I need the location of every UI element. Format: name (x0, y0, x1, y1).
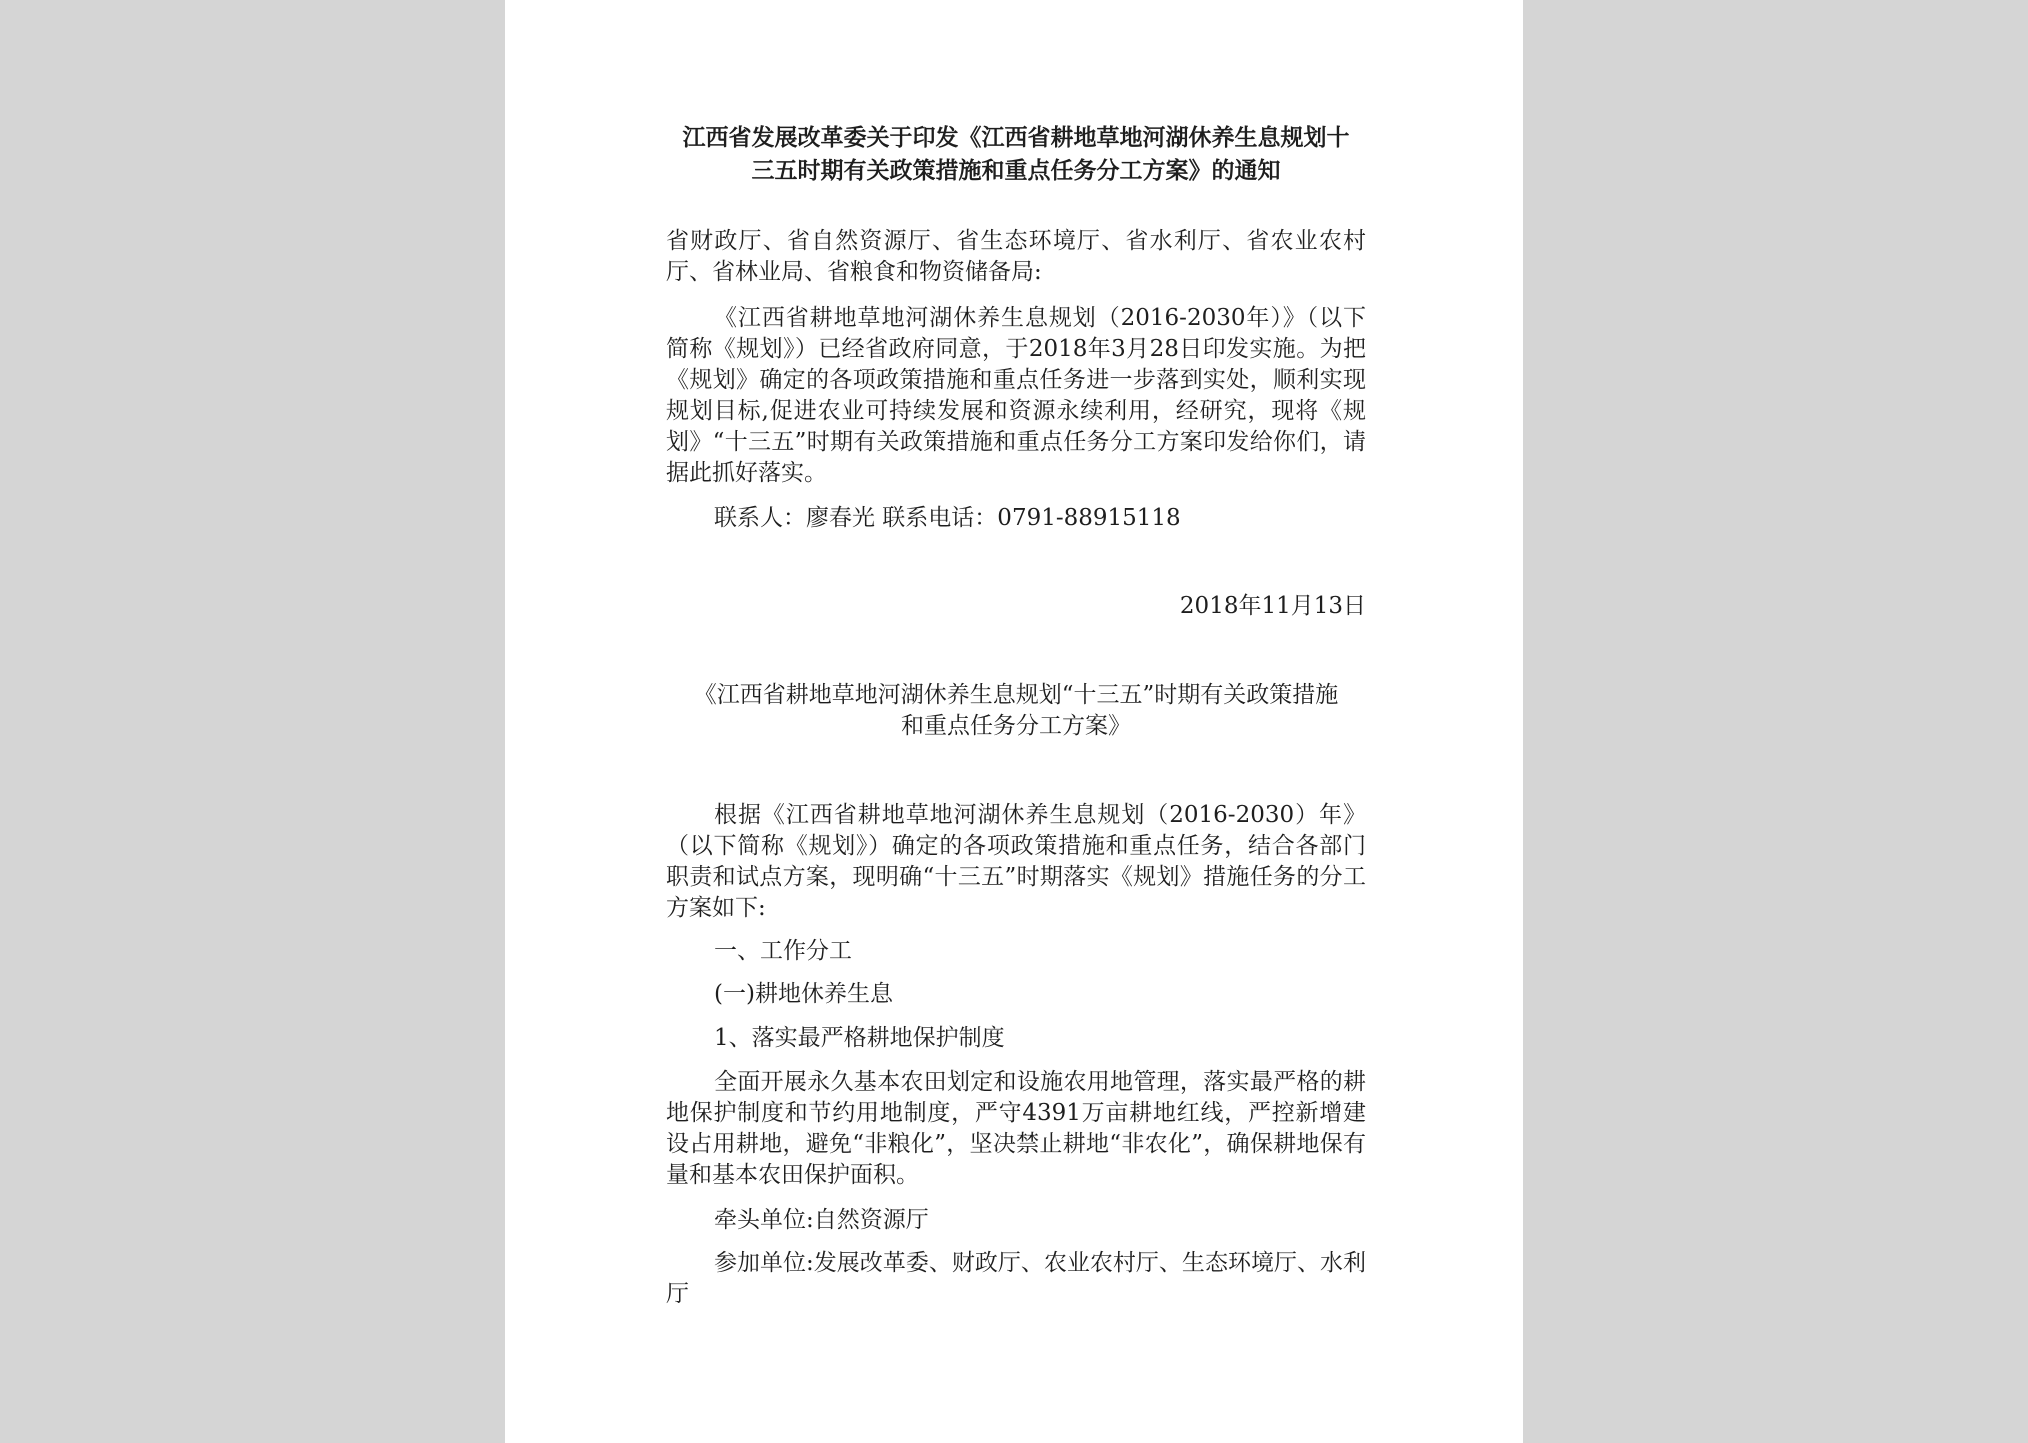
plan-subtitle (666, 680, 1366, 742)
participating-units: 参加单位:发展改革委、财政厅、农业农村厅、生态环境厅、水利厅 (666, 1250, 1366, 1307)
title-line-2: 三五时期有关政策措施和重点任务分工方案》的通知 (751, 157, 1281, 184)
title-line-1: 江西省发展改革委关于印发《江西省耕地草地河湖休养生息规划十 (682, 124, 1350, 151)
recipients: 省财政厅、省自然资源厅、省生态环境厅、省水利厅、省农业农村厅、省林业局、省粮食和物资储备局: (666, 228, 1366, 285)
document-page (505, 0, 1523, 1443)
lead-unit: 牵头单位:自然资源厅 (714, 1207, 929, 1233)
subtitle-line-1: 《江西省耕地草地河湖休养生息规划“十三五”时期有关政策措施 (693, 682, 1339, 708)
paragraph-basis: 根据《江西省耕地草地河湖休养生息规划（2016-2030）年》（以下简称《规划》）确定的各项政策措施和重点任务，结合各部门职责和试点方案，现明确“十三五”时期落实《规划》措施任务的分工方案如下: (666, 802, 1366, 921)
subsection-heading: (一)耕地休养生息 (714, 981, 893, 1007)
paragraph-intro: 《江西省耕地草地河湖休养生息规划（2016-2030年）》（以下简称《规划》）已经省政府同意，于2018年3月28日印发实施。为把《规划》确定的各项政策措施和重点任务进一步落到实处，顺利实现规划目标,促进农业可持续发展和资源永续利用，经研究，现将《规划》“十三五”时期有关政策措施和重点任务分工方案印发给你们，请据此抓好落实。 (666, 305, 1366, 486)
section-heading: 一、工作分工 (714, 938, 852, 964)
contact-line: 联系人：廖春光 联系电话：0791-88915118 (714, 505, 1181, 531)
paragraph-farmland: 全面开展永久基本农田划定和设施农用地管理，落实最严格的耕地保护制度和节约用地制度，严守4391万亩耕地红线，严控新增建设占用耕地，避免“非粮化”，坚决禁止耕地“非农化”，确保耕地保有量和基本农田保护面积。 (666, 1069, 1366, 1188)
subtitle-line-2: 和重点任务分工方案》 (901, 713, 1131, 739)
document-date: 2018年11月13日 (1179, 593, 1366, 619)
document-title (666, 121, 1366, 187)
item-heading: 1、落实最严格耕地保护制度 (714, 1025, 1005, 1051)
